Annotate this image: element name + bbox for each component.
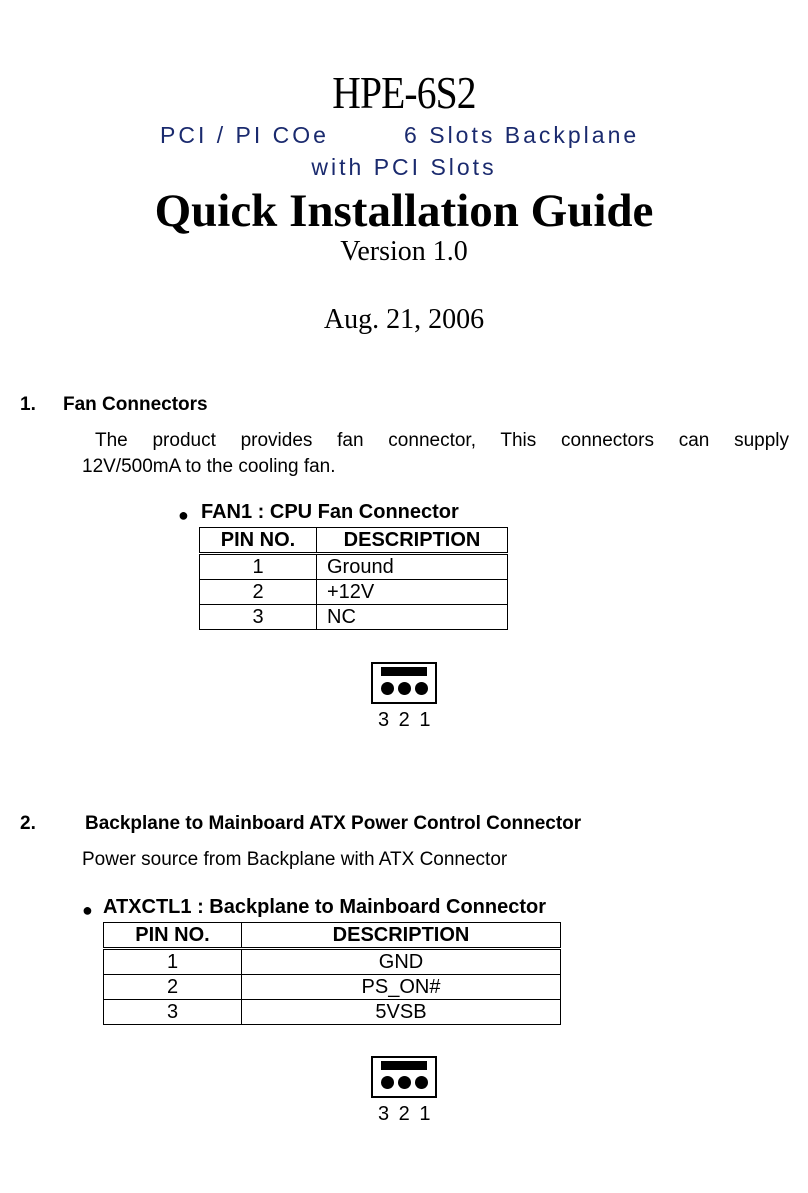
atxctl1-pin-table bbox=[103, 922, 561, 1025]
pin-cell: 3 bbox=[200, 605, 317, 630]
section-1-title: Fan Connectors bbox=[63, 394, 208, 415]
pin-cell: 3 bbox=[104, 1000, 242, 1025]
desc-cell: 5VSB bbox=[242, 1000, 561, 1025]
table-row bbox=[200, 605, 508, 630]
connector-pin-2 bbox=[398, 1076, 411, 1089]
pin-cell: 2 bbox=[200, 580, 317, 605]
desc-cell: NC bbox=[317, 605, 508, 630]
guide-title: Quick Installation Guide bbox=[154, 185, 654, 237]
pin-cell: 2 bbox=[104, 975, 242, 1000]
connector-key-bar bbox=[381, 1061, 427, 1070]
section-1-para-line-1: The product provides fan connector, This connectors can supply bbox=[95, 430, 789, 451]
table-row bbox=[104, 975, 561, 1000]
subtitle-line-2: with PCI Slots bbox=[311, 154, 497, 180]
table-row bbox=[200, 580, 508, 605]
desc-cell: Ground bbox=[317, 554, 508, 580]
fan1-connector-diagram bbox=[371, 662, 437, 704]
connector-key-bar bbox=[381, 667, 427, 676]
desc-cell: PS_ON# bbox=[242, 975, 561, 1000]
desc-cell: GND bbox=[242, 949, 561, 975]
pin-cell: 1 bbox=[200, 554, 317, 580]
connector-pin-3 bbox=[381, 1076, 394, 1089]
section-2-number: 2. bbox=[20, 813, 36, 834]
section-1-para-line-2: 12V/500mA to the cooling fan. bbox=[82, 456, 336, 477]
table-row bbox=[200, 554, 508, 580]
bullet-icon: ● bbox=[82, 900, 93, 920]
col-pin-header: PIN NO. bbox=[104, 923, 242, 949]
table-row bbox=[104, 1000, 561, 1025]
fan1-pin-table bbox=[199, 527, 508, 630]
section-2-title: Backplane to Mainboard ATX Power Control Connector bbox=[85, 813, 582, 834]
table-header-row bbox=[200, 528, 508, 554]
table-header-row bbox=[104, 923, 561, 949]
fan1-pin-labels: 3 2 1 bbox=[378, 709, 433, 731]
connector-pin-2 bbox=[398, 682, 411, 695]
col-description-header: DESCRIPTION bbox=[317, 528, 508, 554]
col-pin-header: PIN NO. bbox=[200, 528, 317, 554]
pin-cell: 1 bbox=[104, 949, 242, 975]
connector-pin-1 bbox=[415, 682, 428, 695]
date-text: Aug. 21, 2006 bbox=[323, 304, 485, 335]
connector-pin-3 bbox=[381, 682, 394, 695]
subtitle-line-1: PCI / PI COe 6 Slots Backplane bbox=[160, 122, 640, 148]
section-1-number: 1. bbox=[20, 394, 36, 415]
bullet-icon: ● bbox=[178, 505, 189, 525]
table-row bbox=[104, 949, 561, 975]
atxctl1-connector-diagram bbox=[371, 1056, 437, 1098]
model-title: HPE-6S2 bbox=[332, 67, 476, 118]
desc-cell: +12V bbox=[317, 580, 508, 605]
col-description-header: DESCRIPTION bbox=[242, 923, 561, 949]
atxctl1-bullet-title: ATXCTL1 : Backplane to Mainboard Connector bbox=[103, 896, 546, 918]
section-2-para: Power source from Backplane with ATX Connector bbox=[82, 849, 508, 870]
version-text: Version 1.0 bbox=[340, 236, 468, 267]
connector-pin-1 bbox=[415, 1076, 428, 1089]
atxctl1-pin-labels: 3 2 1 bbox=[378, 1103, 433, 1125]
fan1-bullet-title: FAN1 : CPU Fan Connector bbox=[201, 501, 459, 523]
